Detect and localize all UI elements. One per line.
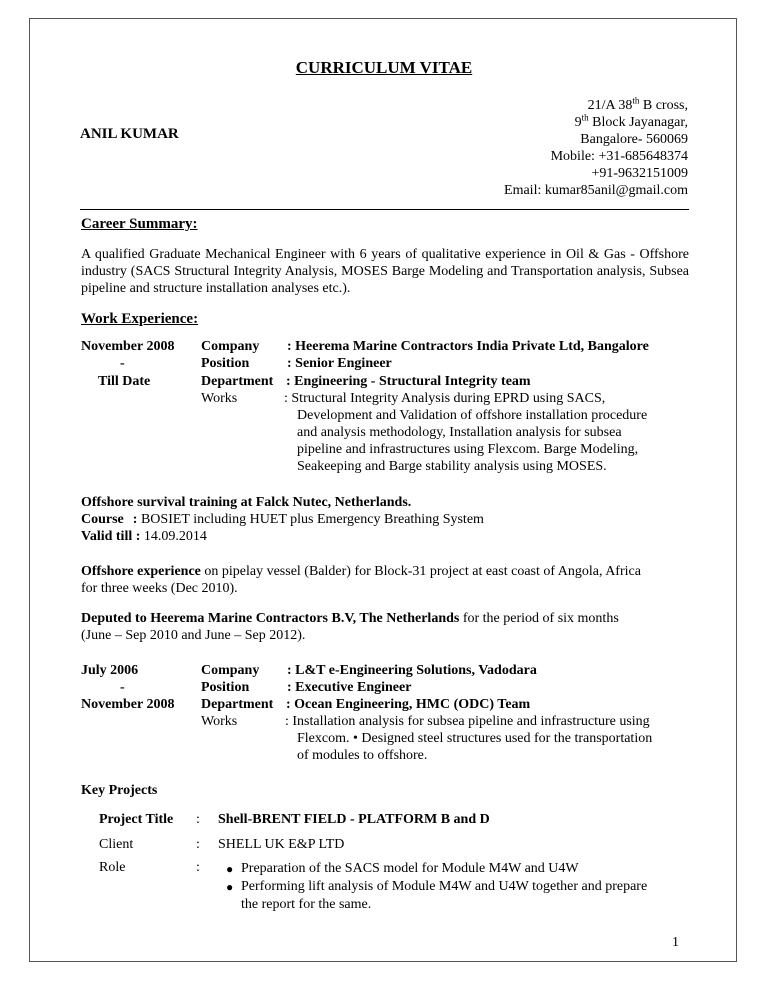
job1-works-line: Development and Validation of offshore installation procedure (297, 408, 648, 423)
page-number: 1 (672, 935, 679, 950)
role-item-continuation: the report for the same. (241, 897, 372, 912)
job2-date-to: November 2008 (81, 697, 175, 712)
offshore-experience-line-1: Offshore experience on pipelay vessel (Balder) for Block-31 project at east coast of Angola, Africa (81, 564, 641, 579)
job2-works-line: : Installation analysis for subsea pipeline and infrastructure using (285, 714, 650, 729)
career-summary-heading: Career Summary: (81, 216, 198, 232)
training-valid: Valid till : 14.09.2014 (81, 529, 207, 544)
job1-position-label: Position (201, 356, 250, 371)
job2-works-label: Works (201, 714, 238, 729)
job1-works-label: Works (201, 391, 238, 406)
job2-department-label: Department (201, 697, 274, 712)
role-item: Preparation of the SACS model for Module M4W and U4W (241, 861, 579, 876)
job1-date-sep: - (120, 356, 125, 371)
role-label: Role (99, 860, 126, 875)
project-title-label: Project Title (99, 812, 174, 827)
job1-works-line: : Structural Integrity Analysis during EPRD using SACS, (284, 391, 606, 406)
offshore-experience-line-2: for three weeks (Dec 2010). (81, 581, 238, 596)
email-address: Email: kumar85anil@gmail.com (504, 183, 688, 198)
job2-department: : Ocean Engineering, HMC (ODC) Team (286, 697, 531, 712)
job2-position-label: Position (201, 680, 250, 695)
bullet-icon: ● (226, 862, 234, 876)
job2-company-label: Company (201, 663, 260, 678)
job2-works-line: of modules to offshore. (297, 748, 428, 763)
job1-department: : Engineering - Structural Integrity team (286, 374, 531, 389)
job2-date-from: July 2006 (81, 663, 139, 678)
job1-company-label: Company (201, 339, 260, 354)
work-experience-heading: Work Experience: (81, 311, 199, 327)
project-title: Shell-BRENT FIELD - PLATFORM B and D (218, 812, 490, 827)
address-line-1: 21/A 38th B cross, (587, 95, 688, 113)
role-colon: : (196, 860, 200, 875)
mobile-number-2: +91-9632151009 (591, 166, 688, 181)
role-item: Performing lift analysis of Module M4W and U4W together and prepare (241, 879, 648, 894)
address-line-3: Bangalore- 560069 (580, 132, 688, 147)
client-name: SHELL UK E&P LTD (218, 837, 345, 852)
client-label: Client (99, 837, 134, 852)
mobile-number: Mobile: +31-685648374 (550, 149, 688, 164)
job1-works-line: Seakeeping and Barge stability analysis using MOSES. (297, 459, 607, 474)
job1-position: : Senior Engineer (287, 356, 392, 371)
deputed-line-1: Deputed to Heerema Marine Contractors B.V, The Netherlands for the period of six months (81, 611, 619, 626)
job1-department-label: Department (201, 374, 274, 389)
job1-company: : Heerema Marine Contractors India Private Ltd, Bangalore (287, 339, 649, 354)
key-projects-heading: Key Projects (81, 783, 158, 798)
job2-works-line: Flexcom. • Designed steel structures used for the transportation (297, 731, 653, 746)
job2-company: : L&T e-Engineering Solutions, Vadodara (287, 663, 537, 678)
training-title: Offshore survival training at Falck Nutec, Netherlands. (81, 495, 412, 510)
candidate-name: ANIL KUMAR (80, 126, 179, 142)
job2-date-sep: - (120, 680, 125, 695)
header-divider (80, 209, 689, 210)
job1-works-line: pipeline and infrastructures using Flexcom. Barge Modeling, (297, 442, 639, 457)
document-title: CURRICULUM VITAE (295, 58, 473, 77)
client-colon: : (196, 837, 200, 852)
bullet-icon: ● (226, 880, 234, 894)
job2-position: : Executive Engineer (287, 680, 412, 695)
job1-works-line: and analysis methodology, Installation analysis for subsea (297, 425, 622, 440)
job1-date-to: Till Date (98, 374, 151, 389)
deputed-line-2: (June – Sep 2010 and June – Sep 2012). (81, 628, 306, 643)
job1-date-from: November 2008 (81, 339, 175, 354)
career-summary-text: A qualified Graduate Mechanical Engineer with 6 years of qualitative experience in Oil & Gas - Offshore industry (SACS Structural Integrity Analysis, MOSES Barge Modeling and Transportation analysis, Subsea pipeline and structure installation analyses etc.). (81, 247, 689, 296)
address-line-2: 9th Block Jayanagar, (574, 112, 688, 130)
training-course: Course : BOSIET including HUET plus Emergency Breathing System (81, 512, 484, 527)
project-title-colon: : (196, 812, 200, 827)
